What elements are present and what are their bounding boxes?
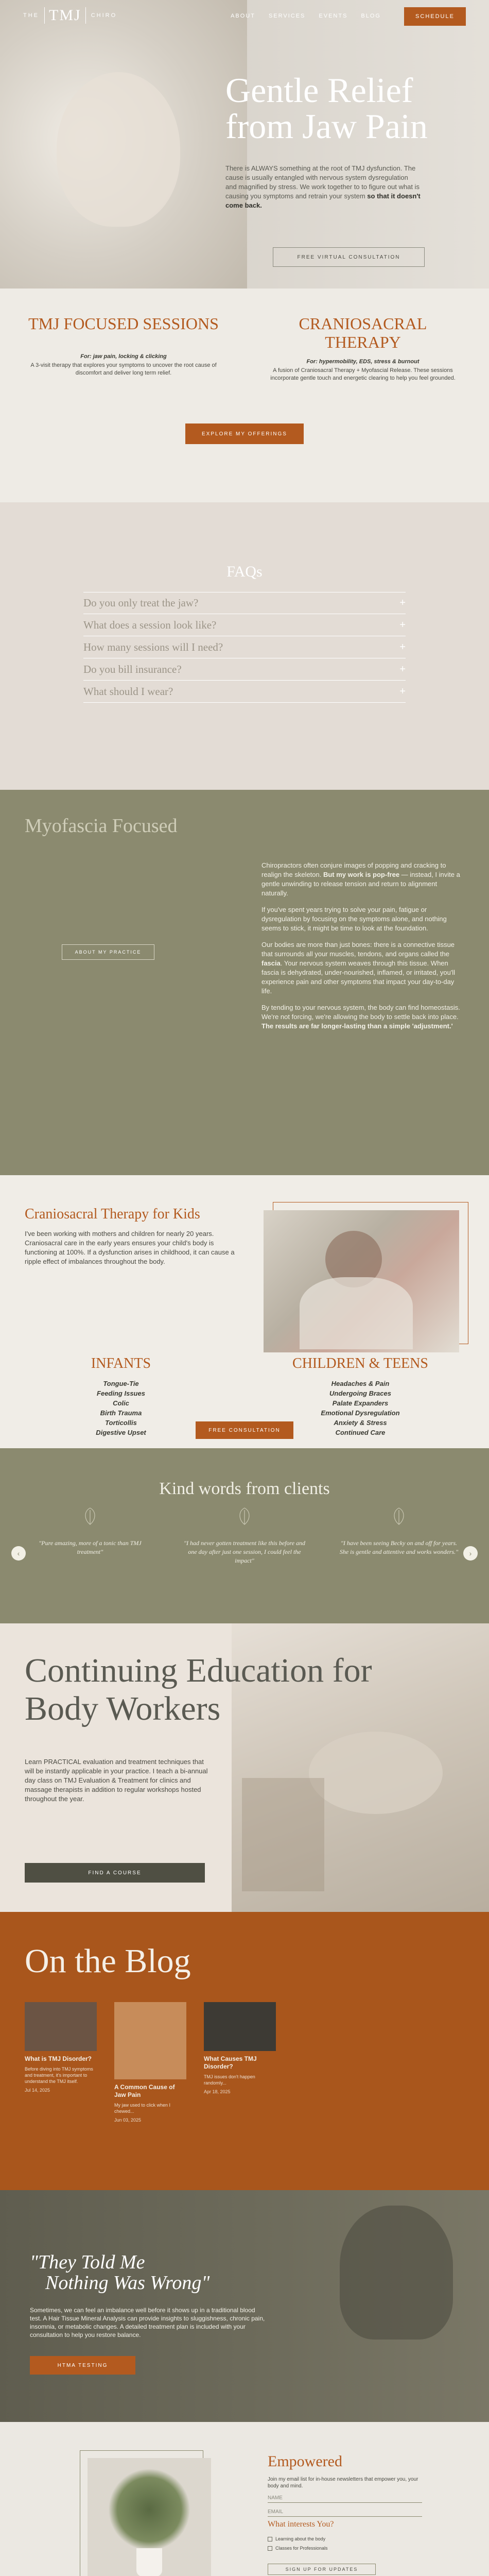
htma-title-line: Nothing Was Wrong" [45, 2272, 210, 2294]
checkbox-icon [268, 2537, 272, 2541]
list-item: Birth Trauma [100, 1409, 142, 1417]
logo-chiro: CHIRO [91, 12, 117, 19]
paragraph-bold: But my work is pop-free [323, 871, 400, 878]
hero-body-text: There is ALWAYS something at the root of TMJ dysfunction. The cause is usually entangled with nervous system dysregulation and magnified by stress. We work together to to figure out what is causing you symptoms and retrain your system [225, 164, 420, 200]
email-field[interactable]: EMAIL [268, 2505, 422, 2517]
plus-icon: + [399, 664, 406, 675]
myofascia-title: Myofascia Focused [25, 815, 178, 837]
faq-question: What does a session look like? [83, 619, 217, 631]
site-logo[interactable] [23, 7, 117, 24]
blog-section [0, 1912, 489, 2190]
plant-photo [88, 2458, 211, 2576]
hero-body [225, 164, 421, 210]
name-field[interactable]: NAME [268, 2492, 422, 2503]
hero-title: Gentle Relief from Jaw Pain [225, 71, 428, 146]
paragraph-text: . Your nervous system weaves through this tissue. When fascia is dehydrated, under-nourished, inflamed, or irritated, you'll experience pain and other symptoms that impact your day-to-day life. [261, 959, 456, 995]
faq-question: What should I wear? [83, 685, 173, 698]
faq-section [0, 502, 489, 790]
testimonial-quote: "Pure amazing, more of a tonic than TMJ treatment" [39, 1539, 142, 1555]
paragraph-text: — instead, I invite a gentle unwinding to release tension and return to alignment naturally. [261, 871, 460, 897]
plant-leaves [108, 2468, 190, 2551]
photo-subject [309, 1732, 443, 1814]
about-practice-button[interactable]: ABOUT MY PRACTICE [62, 944, 154, 960]
list-item: Continued Care [335, 1429, 386, 1436]
site-header [0, 0, 489, 32]
blog-card-excerpt: Before diving into TMJ symptoms and treatment, it's important to understand the TMJ itself. [25, 2066, 93, 2084]
signup-button[interactable]: SIGN UP FOR UPDATES [268, 2564, 376, 2575]
education-section [0, 1623, 489, 1912]
hero-photo [0, 0, 247, 289]
education-body: Learn PRACTICAL evaluation and treatment techniques that will be instantly applicable in your practice. I teach a bi-annual day class on TMJ Evaluation & Treatment for clinics and massage therapists in addition to regular workshops hosted throughout the year. [25, 1758, 208, 1803]
faq-item[interactable] [83, 681, 406, 703]
checkbox-label: Classes for Professionals [275, 2546, 328, 2551]
tmj-sessions-column [21, 309, 226, 377]
blog-card-date: Jul 14, 2025 [25, 2088, 50, 2093]
leaf-icon [389, 1506, 409, 1527]
blog-title: On the Blog [25, 1942, 191, 1980]
interest-checkbox[interactable] [268, 2536, 325, 2541]
paragraph-text: If you've spent years trying to solve your pain, fatigue or dysregulation by focusing on the symptoms alone, and nothing seems to stick, it might be time to look at the foundation. [261, 906, 447, 932]
testimonial-quote: "I have been seeing Becky on and off for years. She is gentle and attentive and works wonders." [339, 1539, 459, 1555]
plus-icon: + [399, 619, 406, 631]
infants-list [62, 1379, 180, 1437]
htma-testing-button[interactable]: HTMA TESTING [30, 2356, 135, 2375]
blog-card[interactable] [25, 2002, 97, 2093]
logo-tmj: TMJ [44, 7, 86, 24]
nav-events[interactable]: EVENTS [319, 13, 348, 19]
plus-icon: + [399, 641, 406, 653]
myofascia-paragraph [261, 905, 465, 933]
checkbox-label: Learning about the body [275, 2536, 326, 2541]
list-item: Undergoing Braces [329, 1389, 391, 1397]
nav-blog[interactable]: BLOG [361, 13, 381, 19]
education-title: Continuing Education for Body Workers [25, 1652, 372, 1727]
tmj-sessions-sub: For: jaw pain, locking & clicking [80, 353, 167, 360]
craniosacral-title: CRANIOSACRAL THERAPY [299, 314, 427, 351]
kids-photo [264, 1210, 459, 1352]
schedule-button[interactable]: SCHEDULE [404, 7, 466, 26]
kids-consultation-button[interactable]: FREE CONSULTATION [196, 1421, 293, 1439]
faq-question: Do you bill insurance? [83, 663, 182, 675]
plant-pot [136, 2548, 162, 2576]
blog-card-date: Apr 18, 2025 [204, 2089, 231, 2094]
photo-subject [300, 1277, 413, 1349]
find-course-button[interactable]: FIND A COURSE [25, 1863, 205, 1883]
htma-title-line: "They Told Me [30, 2251, 145, 2273]
nav-about[interactable]: ABOUT [231, 13, 255, 19]
plus-icon: + [399, 597, 406, 608]
faq-question: Do you only treat the jaw? [83, 597, 199, 609]
blog-card-title: A Common Cause of Jaw Pain [114, 2083, 175, 2098]
faq-title: FAQs [226, 563, 263, 580]
myofascia-section [0, 790, 489, 1175]
list-item: Colic [113, 1399, 129, 1407]
newsletter-section [0, 2422, 489, 2576]
blog-card-excerpt: TMJ issues don't happen randomly... [204, 2074, 255, 2086]
children-title: CHILDREN & TEENS [292, 1355, 428, 1371]
testimonials-section [0, 1448, 489, 1623]
htma-section [0, 2190, 489, 2422]
craniosacral-column [260, 309, 466, 382]
list-item: Torticollis [105, 1419, 137, 1427]
nav-services[interactable]: SERVICES [268, 13, 306, 19]
newsletter-lead: Join my email list for in-house newsletters that empower you, your body and mind. [268, 2477, 418, 2489]
myofascia-text [261, 861, 465, 1038]
htma-body: Sometimes, we can feel an imbalance well before it shows up in a traditional blood test. A Hair Tissue Mineral Analysis can provide insights to sluggishness, chronic pain, insomnia, or metabolic changes. A detailed treatment plan is included with your consultation to help you restore balance. [30, 2307, 265, 2338]
paragraph-text: Our bodies are more than just bones: there is a connective tissue that surrounds all your muscles, tendons, and organs called the [261, 941, 455, 958]
craniosacral-desc: A fusion of Craniosacral Therapy + Myofascial Release. These sessions incorporate gentle touch and energetic clearing to help you feel grounded. [270, 367, 456, 381]
infants-title: INFANTS [91, 1355, 151, 1371]
faq-item[interactable] [83, 592, 406, 614]
free-consultation-button[interactable]: FREE VIRTUAL CONSULTATION [273, 247, 425, 267]
tmj-sessions-desc: A 3-visit therapy that explores your symptoms to uncover the root cause of discomfort and deliver long term relief. [30, 362, 217, 376]
blog-thumbnail [204, 2002, 276, 2051]
faq-question: How many sessions will I need? [83, 641, 223, 653]
list-item: Feeding Issues [97, 1389, 145, 1397]
photo-subject [242, 1778, 324, 1891]
testimonial-quote: "I had never gotten treatment like this before and one day after just one session, I could feel the impact" [183, 1539, 306, 1564]
craniosacral-sub: For: hypermobility, EDS, stress & burnout [306, 359, 420, 365]
hero-section [0, 0, 489, 289]
explore-offerings-button[interactable]: EXPLORE MY OFFERINGS [185, 423, 304, 444]
prev-arrow-icon[interactable]: ‹ [11, 1546, 26, 1561]
list-item: Headaches & Pain [331, 1380, 390, 1387]
blog-card[interactable] [204, 2002, 276, 2094]
interest-checkbox[interactable] [268, 2546, 328, 2551]
newsletter-title: Empowered [268, 2453, 342, 2470]
myofascia-paragraph [261, 940, 465, 996]
interests-label: What interests You? [268, 2520, 334, 2529]
photo-subject [340, 2206, 453, 2340]
logo-the: THE [23, 12, 39, 19]
htma-title [30, 2252, 209, 2293]
paragraph-bold: The results are far longer-lasting than a simple 'adjustment.' [261, 1022, 453, 1030]
kids-section [0, 1175, 489, 1448]
blog-card-date: Jun 03, 2025 [114, 2117, 142, 2123]
paragraph-text: By tending to your nervous system, the body can find homeostasis. We're not forcing, we're allowing the body to settle back into place. [261, 1004, 460, 1021]
blog-thumbnail [114, 2002, 186, 2079]
blog-card-title: What Causes TMJ Disorder? [204, 2055, 257, 2070]
list-item: Emotional Dysregulation [321, 1409, 400, 1417]
blog-card[interactable] [114, 2002, 186, 2123]
hero-photo-subject [57, 72, 180, 227]
testimonials-title: Kind words from clients [159, 1479, 330, 1498]
blog-card-title: What is TMJ Disorder? [25, 2055, 92, 2062]
kids-title: Craniosacral Therapy for Kids [25, 1206, 200, 1222]
list-item: Digestive Upset [96, 1429, 146, 1436]
list-item: Anxiety & Stress [334, 1419, 387, 1427]
services-section [0, 289, 489, 502]
blog-thumbnail [25, 2002, 97, 2051]
list-item: Palate Expanders [332, 1399, 389, 1407]
tmj-sessions-title: TMJ FOCUSED SESSIONS [28, 314, 219, 333]
blog-card-excerpt: My jaw used to click when I chewed... [114, 2103, 171, 2114]
main-nav [231, 13, 381, 19]
paragraph-text: Chiropractors often conjure images of popping and cracking to realign the skeleton. [261, 861, 446, 878]
plus-icon: + [399, 686, 406, 697]
faq-item[interactable] [83, 659, 406, 681]
leaf-icon [80, 1506, 100, 1527]
list-item: Tongue-Tie [103, 1380, 139, 1387]
next-arrow-icon[interactable]: › [463, 1546, 478, 1561]
leaf-icon [234, 1506, 255, 1527]
faq-item[interactable] [83, 637, 406, 658]
paragraph-bold: fascia [261, 959, 281, 967]
faq-item[interactable] [83, 615, 406, 636]
checkbox-icon [268, 2546, 272, 2551]
children-list [273, 1379, 448, 1437]
kids-intro: I've been working with mothers and children for nearly 20 years. Craniosacral care in the early years ensures your child's body is functioning at 100%. If a dysfunction arises in childhood, it can cause a ripple effect of imbalances throughout the body. [25, 1230, 235, 1265]
hero-body-bold: so that it doesn't come back. [225, 192, 421, 209]
myofascia-paragraph [261, 1003, 465, 1031]
myofascia-paragraph [261, 861, 465, 898]
